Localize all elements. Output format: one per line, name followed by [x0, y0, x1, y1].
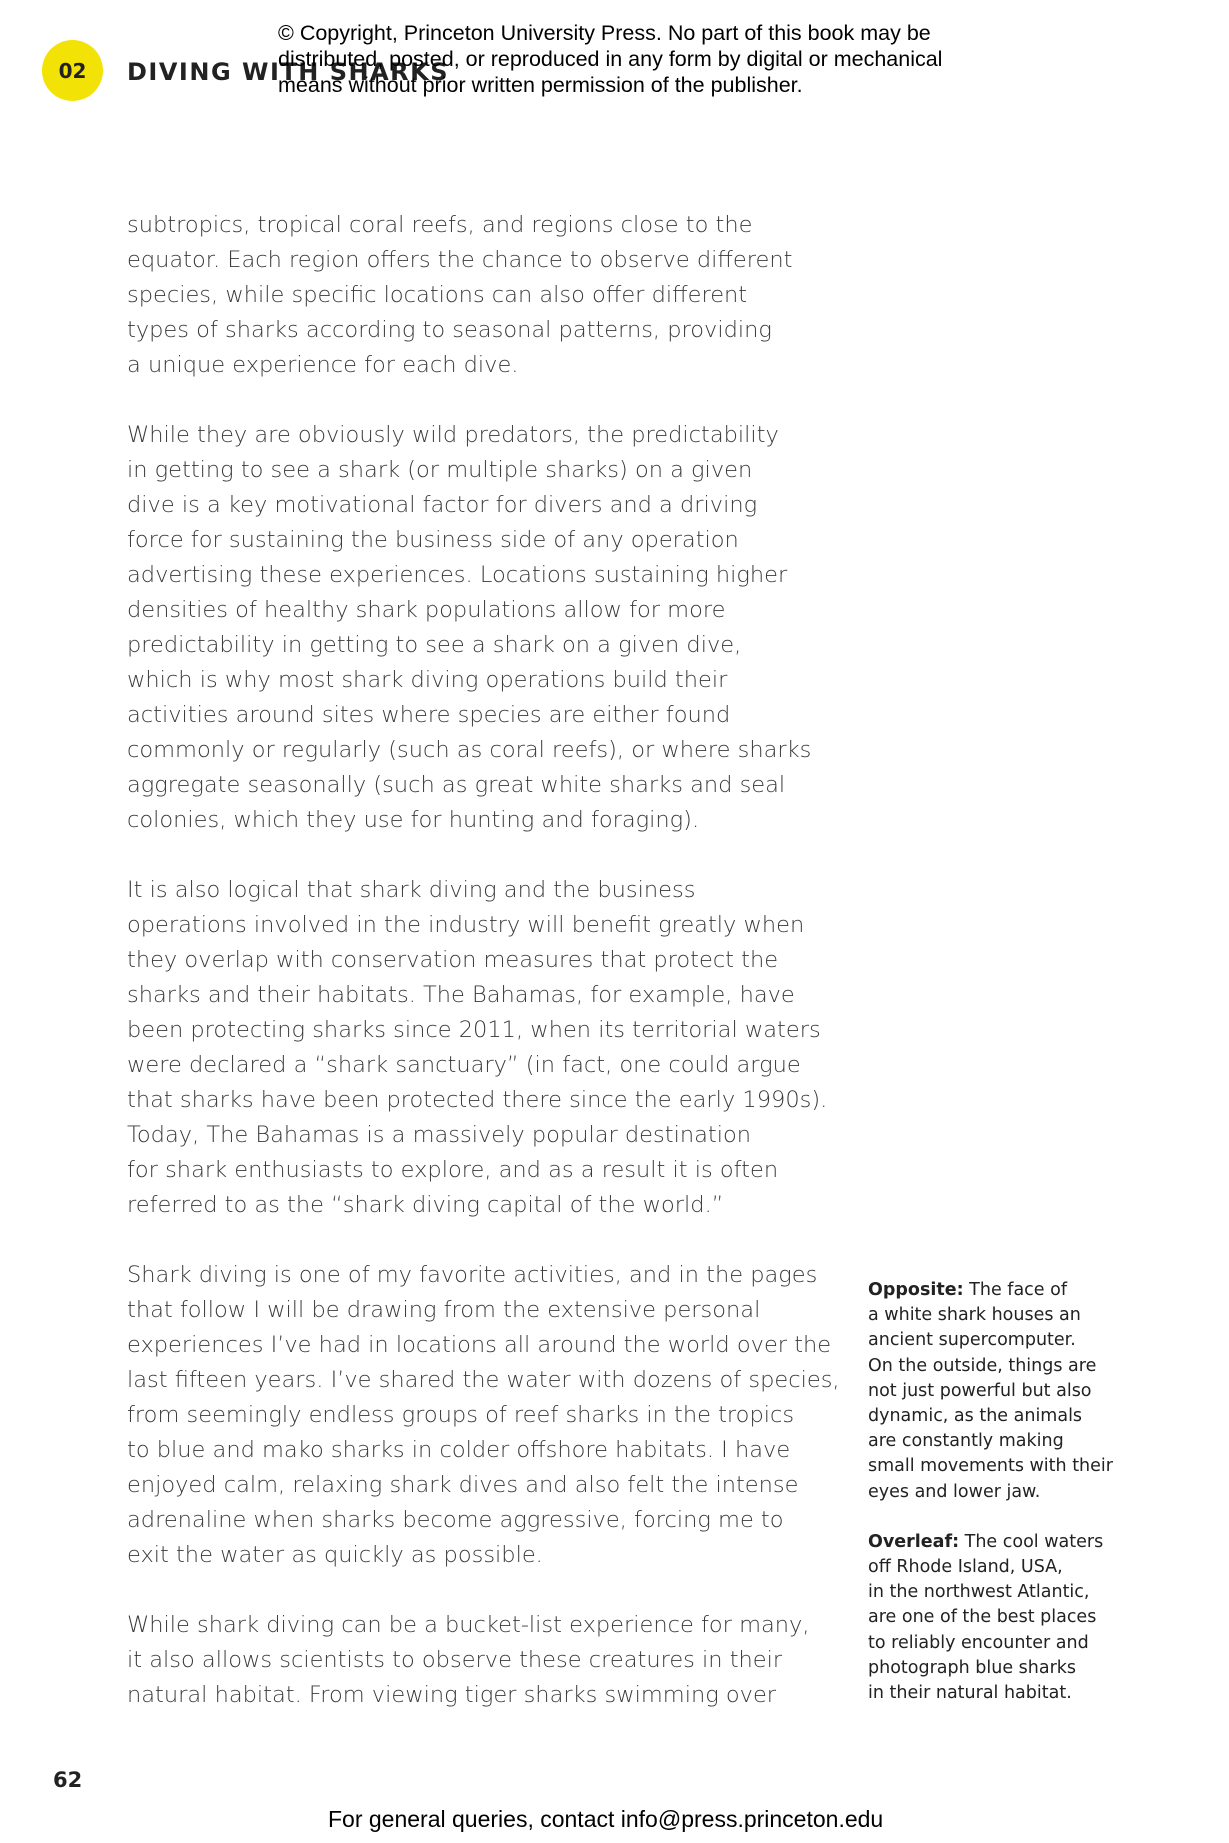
text-line: subtropics, tropical coral reefs, and regions close to the — [127, 212, 753, 238]
caption-line: On the outside, things are — [868, 1355, 1097, 1376]
text-line: been protecting sharks since 2011, when its territorial waters — [127, 1017, 821, 1043]
text-line: densities of healthy shark populations allow for more — [127, 597, 726, 623]
text-line: Today, The Bahamas is a massively popular destination — [127, 1122, 751, 1148]
body-paragraph — [127, 1608, 847, 1713]
copyright-line: distributed, posted, or reproduced in any form by digital or mechanical — [278, 47, 943, 71]
text-line: equator. Each region offers the chance to observe different — [127, 247, 793, 273]
copyright-notice — [278, 20, 1038, 98]
photo-captions — [868, 1278, 1168, 1731]
caption-line: a white shark houses an — [868, 1305, 1081, 1326]
text-line: to blue and mako sharks in colder offshore habitats. I have — [127, 1437, 791, 1463]
text-line: While they are obviously wild predators, the predictability — [127, 422, 779, 448]
text-line: from seemingly endless groups of reef sharks in the tropics — [127, 1402, 795, 1428]
caption — [868, 1278, 1168, 1505]
caption-line: eyes and lower jaw. — [868, 1481, 1041, 1502]
text-line: they overlap with conservation measures that protect the — [127, 947, 779, 973]
text-line: in getting to see a shark (or multiple sharks) on a given — [127, 457, 753, 483]
text-line: that follow I will be drawing from the extensive personal — [127, 1297, 761, 1323]
caption-line — [868, 1278, 1168, 1303]
chapter-number-badge — [42, 40, 103, 101]
text-line: dive is a key motivational factor for divers and a driving — [127, 492, 758, 518]
text-line: adrenaline when sharks become aggressive, forcing me to — [127, 1507, 784, 1533]
caption-line: dynamic, as the animals — [868, 1406, 1083, 1427]
text-line: species, while specific locations can also offer different — [127, 282, 748, 308]
text-line: Shark diving is one of my favorite activities, and in the pages — [127, 1262, 818, 1288]
text-line: last fifteen years. I’ve shared the water with dozens of species, — [127, 1367, 840, 1393]
text-line: commonly or regularly (such as coral reefs), or where sharks — [127, 737, 812, 763]
body-paragraph — [127, 208, 847, 383]
caption-line: in their natural habitat. — [868, 1683, 1072, 1704]
text-line: predictability in getting to see a shark on a given dive, — [127, 632, 742, 658]
text-line: types of sharks according to seasonal patterns, providing — [127, 317, 772, 343]
caption-line: are one of the best places — [868, 1607, 1097, 1628]
caption-line — [868, 1530, 1168, 1555]
caption-line: photograph blue sharks — [868, 1657, 1077, 1678]
text-line: advertising these experiences. Locations sustaining higher — [127, 562, 788, 588]
caption-label: Opposite: — [868, 1280, 964, 1300]
caption-text: The face of — [963, 1280, 1067, 1300]
footer-contact: For general queries, contact info@press.princeton.edu — [328, 1806, 884, 1832]
caption — [868, 1530, 1168, 1706]
caption-line: ancient supercomputer. — [868, 1330, 1076, 1351]
chapter-title: DIVING WITH SHARKS — [127, 58, 450, 86]
caption-line: off Rhode Island, USA, — [868, 1557, 1063, 1578]
text-line: natural habitat. From viewing tiger sharks swimming over — [127, 1682, 777, 1708]
text-line: While shark diving can be a bucket-list experience for many, — [127, 1612, 810, 1638]
text-line: enjoyed calm, relaxing shark dives and also felt the intense — [127, 1472, 799, 1498]
text-line: experiences I’ve had in locations all around the world over the — [127, 1332, 832, 1358]
caption-text: The cool waters — [959, 1531, 1104, 1552]
body-paragraph — [127, 873, 847, 1223]
chapter-number: 02 — [58, 58, 87, 83]
copyright-line: means without prior written permission of the publisher. — [278, 73, 803, 97]
caption-label: Overleaf: — [868, 1531, 960, 1552]
caption-line: not just powerful but also — [868, 1380, 1092, 1401]
text-line: operations involved in the industry will benefit greatly when — [127, 912, 805, 938]
text-line: that sharks have been protected there since the early 1990s). — [127, 1087, 828, 1113]
caption-line: are constantly making — [868, 1431, 1064, 1452]
text-line: it also allows scientists to observe these creatures in their — [127, 1647, 783, 1673]
text-line: for shark enthusiasts to explore, and as a result it is often — [127, 1157, 779, 1183]
text-line: colonies, which they use for hunting and foraging). — [127, 807, 700, 833]
text-line: exit the water as quickly as possible. — [127, 1542, 543, 1568]
text-line: activities around sites where species are either found — [127, 702, 731, 728]
body-paragraph — [127, 418, 847, 838]
text-line: referred to as the “shark diving capital of the world.” — [127, 1192, 724, 1218]
caption-line: small movements with their — [868, 1456, 1113, 1477]
page-number: 62 — [53, 1768, 83, 1792]
text-line: which is why most shark diving operations build their — [127, 667, 728, 693]
body-text — [127, 208, 847, 1748]
text-line: a unique experience for each dive. — [127, 352, 519, 378]
copyright-line: © Copyright, Princeton University Press. No part of this book may be — [278, 21, 931, 45]
text-line: It is also logical that shark diving and the business — [127, 877, 696, 903]
text-line: sharks and their habitats. The Bahamas, for example, have — [127, 982, 795, 1008]
text-line: were declared a “shark sanctuary” (in fact, one could argue — [127, 1052, 801, 1078]
caption-line: in the northwest Atlantic, — [868, 1582, 1090, 1603]
caption-line: to reliably encounter and — [868, 1632, 1089, 1653]
body-paragraph — [127, 1258, 847, 1573]
text-line: force for sustaining the business side of any operation — [127, 527, 739, 553]
text-line: aggregate seasonally (such as great white sharks and seal — [127, 772, 786, 798]
